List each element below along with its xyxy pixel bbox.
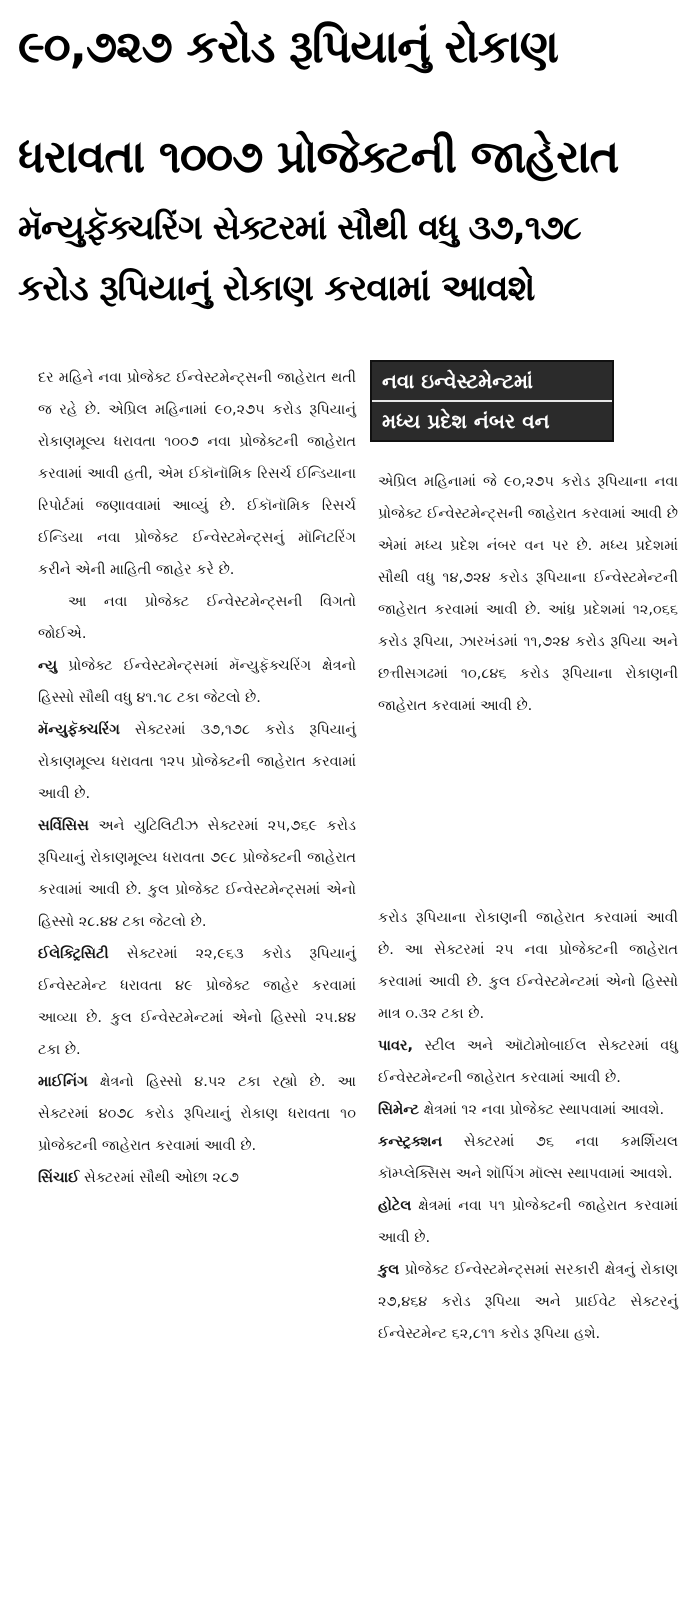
subheadline-line-1: મૅન્યુફૅક્ચરિંગ સેક્ટરમાં સૌથી વધુ ૩૭,૧૭૮ <box>18 208 581 248</box>
paragraph-text: સેક્ટરમાં સૌથી ઓછા ૨૮૭ <box>79 1170 239 1186</box>
irrigation-continued-paragraph: કરોડ રૂપિયાના રોકાણની જાહેરાત કરવામાં આવી છે. આ સેક્ટરમાં ૨૫ નવા પ્રોજેક્ટની જાહેરાત કરવામાં આવી છે. કુલ ઈન્વેસ્ટમેન્ટમાં એનો હિસ્સો માત્ર ૦.૩૨ ટકા છે. <box>378 910 678 1022</box>
services-paragraph <box>38 810 356 938</box>
mining-paragraph <box>38 1066 356 1162</box>
paragraph-text: પ્રોજેક્ટ ઈન્વેસ્ટમેન્ટ્સમાં મૅન્યુફૅક્ચરિંગ ક્ષેત્રનો હિસ્સો સૌથી વધુ ૪૧.૧૮ ટકા જેટલો છે. <box>38 658 356 706</box>
right-column <box>378 902 678 1350</box>
headline-line-1: ૯૦,૭૨૭ કરોડ રૂપિયાનું રોકાણ <box>18 20 559 73</box>
manufacturing-paragraph <box>38 714 356 810</box>
lead-word: કુલ <box>378 1262 400 1278</box>
lead-word: સિંચાઈ <box>38 1170 80 1186</box>
sidebox-body <box>378 466 678 722</box>
paragraph-text: ક્ષેત્રનો હિસ્સો ૪.૫૨ ટકા રહ્યો છે. આ સેક્ટરમાં ૪૦૭૮ કરોડ રૂપિયાનું રોકાણ ધરાવતા ૧૦ પ્રોજેક્ટની જાહેરાત કરવામાં આવી છે. <box>38 1074 356 1154</box>
sidebox-title-line-2: મધ્ય પ્રદેશ નંબર વન <box>372 400 612 440</box>
paragraph-text: પ્રોજેક્ટ ઈન્વેસ્ટમેન્ટ્સમાં સરકારી ક્ષેત્રનું રોકાણ ૨૭,૪૬૪ કરોડ રૂપિયા અને પ્રાઈવેટ સેક્ટરનું ઈન્વેસ્ટમેન્ટ ૬૨,૮૧૧ કરોડ રૂપિયા હશે. <box>378 1262 678 1342</box>
cement-paragraph <box>378 1094 678 1126</box>
lead-word: સર્વિસિસ <box>38 818 89 834</box>
paragraph-text: સ્ટીલ અને ઑટોમોબાઈલ સેક્ટરમાં વધુ ઈન્વેસ્ટમેન્ટની જાહેરાત કરવામાં આવી છે. <box>378 1038 678 1086</box>
paragraph-text: અને યુટિલિટીઝ સેક્ટરમાં ૨૫,૭૬૯ કરોડ રૂપિયાનું રોકાણમૂલ્ય ધરાવતા ૭૯૮ પ્રોજેક્ટની જાહેરાત કરવામાં આવી છે. કુલ પ્રોજેક્ટ ઈન્વેસ્ટમેન્ટ્સમાં એનો હિસ્સો ૨૮.૪૪ ટકા જેટલો છે. <box>38 818 356 930</box>
sidebox-paragraph: એપ્રિલ મહિનામાં જે ૯૦,૨૭૫ કરોડ રૂપિયાના નવા પ્રોજેક્ટ ઈન્વેસ્ટમેન્ટ્સની જાહેરાત કરવામાં આવી છે એમાં મધ્ય પ્રદેશ નંબર વન પર છે. મધ્ય પ્રદેશમાં સૌથી વધુ ૧૪,૭૨૪ કરોડ રૂપિયાના ઈન્વેસ્ટમેન્ટની જાહેરાત કરવામાં આવી છે. આંધ્ર પ્રદેશમાં ૧૨,૦૬૬ કરોડ રૂપિયા, ઝારખંડમાં ૧૧,૭૨૪ કરોડ રૂપિયા અને છત્તીસગઢમાં ૧૦,૮૪૬ કરોડ રૂપિયાના રોકાણની જાહેરાત કરવામાં આવી છે. <box>378 474 678 714</box>
irrigation-paragraph <box>38 1162 356 1194</box>
paragraph-text: સેક્ટરમાં ૨૨,૯૬૩ કરોડ રૂપિયાનું ઈન્વેસ્ટમેન્ટ ધરાવતા ૪૯ પ્રોજેક્ટ જાહેર કરવામાં આવ્યા છે. કુલ ઈન્વેસ્ટમેન્ટમાં એનો હિસ્સો ૨૫.૪૪ ટકા છે. <box>38 946 356 1058</box>
paragraph-text: સેક્ટરમાં ૩૭,૧૭૮ કરોડ રૂપિયાનું રોકાણમૂલ્ય ધરાવતા ૧૨૫ પ્રોજેક્ટની જાહેરાત કરવામાં આવી છે. <box>38 722 356 802</box>
paragraph-text: સેક્ટરમાં ૭૬ નવા કમર્શિયલ કૉમ્પ્લેક્સિસ અને શૉપિંગ મૉલ્સ સ્થાપવામાં આવશે. <box>378 1134 678 1182</box>
total-investment-paragraph <box>378 1254 678 1350</box>
hotel-paragraph <box>378 1190 678 1254</box>
headline-line-2: ધરાવતા ૧૦૦૭ પ્રોજેક્ટની જાહેરાત <box>18 130 619 183</box>
electricity-paragraph <box>38 938 356 1066</box>
power-paragraph <box>378 1030 678 1094</box>
sidebox-title <box>370 360 614 442</box>
details-intro-paragraph: આ નવા પ્રોજેક્ટ ઈન્વેસ્ટમેન્ટ્સની વિગતો જોઈએ. <box>38 594 356 642</box>
paragraph-text: ક્ષેત્રમાં નવા ૫૧ પ્રોજેક્ટની જાહેરાત કરવામાં આવી છે. <box>378 1198 678 1246</box>
lead-word: કન્સ્ટ્રક્શન <box>378 1134 443 1150</box>
subheadline-line-2: કરોડ રૂપિયાનું રોકાણ કરવામાં આવશે <box>18 268 535 309</box>
sidebox-title-line-1: નવા ઇન્વેસ્ટમેન્ટમાં <box>382 369 533 393</box>
intro-paragraph: દર મહિને નવા પ્રોજેક્ટ ઈન્વેસ્ટમેન્ટ્સની જાહેરાત થતી જ રહે છે. એપ્રિલ મહિનામાં ૯૦,૨૭૫ કરોડ રૂપિયાનું રોકાણમૂલ્ય ધરાવતા ૧૦૦૭ નવા પ્રોજેક્ટની જાહેરાત કરવામાં આવી હતી, એમ ઈકૉનૉમિક રિસર્ચ ઈન્ડિયાના રિપોર્ટમાં જણાવવામાં આવ્યું છે. ઈકૉનૉમિક રિસર્ચ ઈન્ડિયા નવા પ્રોજેક્ટ ઈન્વેસ્ટમેન્ટ્સનું મૉનિટરિંગ કરીને એની માહિતી જાહેર કરે છે. <box>38 370 356 578</box>
lead-word: પાવર, <box>378 1038 414 1054</box>
new-projects-paragraph <box>38 650 356 714</box>
lead-word: સિમેન્ટ <box>378 1102 419 1118</box>
lead-word: ન્યુ <box>38 658 58 674</box>
lead-word: માઈનિંગ <box>38 1074 88 1090</box>
lead-word: હોટેલ <box>378 1198 412 1214</box>
construction-paragraph <box>378 1126 678 1190</box>
lead-word: મૅન્યુફૅક્ચરિંગ <box>38 722 120 738</box>
paragraph-text: ક્ષેત્રમાં ૧૨ નવા પ્રોજેક્ટ સ્થાપવામાં આવશે. <box>418 1102 665 1118</box>
lead-word: ઈલેક્ટ્રિસિટી <box>38 946 109 962</box>
left-column <box>38 362 356 1194</box>
